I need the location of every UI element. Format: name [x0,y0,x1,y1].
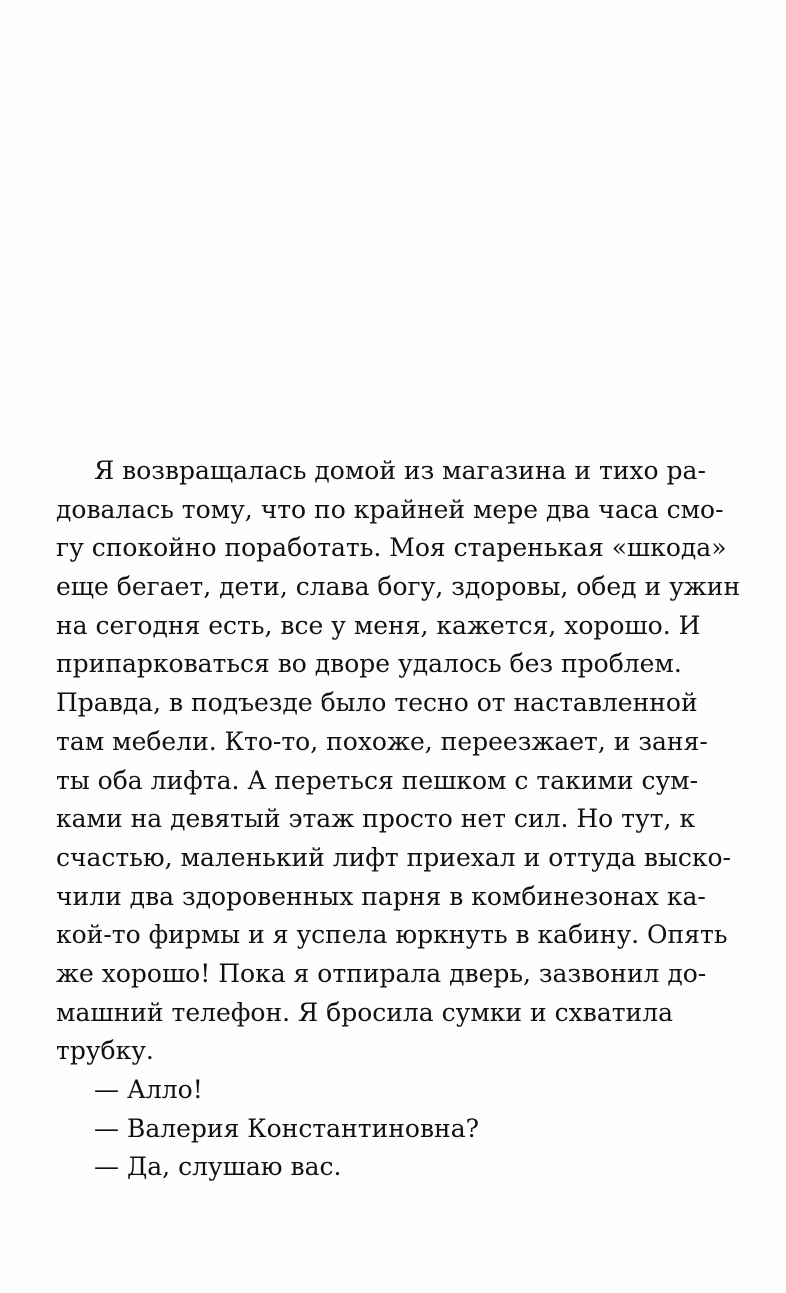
text-line: еще бегает, дети, слава богу, здоровы, обед и ужин [56,572,741,602]
dialogue-line: — Валерия Константиновна? [94,1113,479,1143]
text-line: счастью, маленький лифт приехал и оттуда выско- [56,842,731,872]
text-line: Я возвращалась домой из магазина и тихо ра- [94,456,706,485]
text-line: Правда, в подъезде было тесно от наставленной [56,688,698,718]
text-line: там мебели. Кто-то, похоже, переезжает, и заня- [56,726,708,756]
text-line: довалась тому, что по крайней мере два часа смо- [56,494,724,524]
text-line: ками на девятый этаж просто нет сил. Но тут, к [56,804,696,834]
text-line: гу спокойно поработать. Моя старенькая «шкода» [56,533,727,563]
dialogue-line: — Алло! [94,1075,203,1104]
text-line: машний телефон. Я бросила сумки и схватила [56,997,674,1027]
dialogue-line: — Да, слушаю вас. [94,1152,342,1182]
text-line: на сегодня есть, все у меня, кажется, хорошо. И [56,610,701,640]
text-line: кой-то фирмы и я успела юркнуть в кабину. Опять [56,920,728,950]
body-text [56,452,741,1187]
text-line: трубку. [56,1036,154,1066]
text-line: чили два здоровенных парня в комбинезонах ка- [56,881,706,911]
text-line: ты оба лифта. А переться пешком с такими сум- [56,765,699,795]
text-line: же хорошо! Пока я отпирала дверь, зазвонил до- [56,958,707,988]
text-line: припарковаться во дворе удалось без проблем. [56,649,682,679]
